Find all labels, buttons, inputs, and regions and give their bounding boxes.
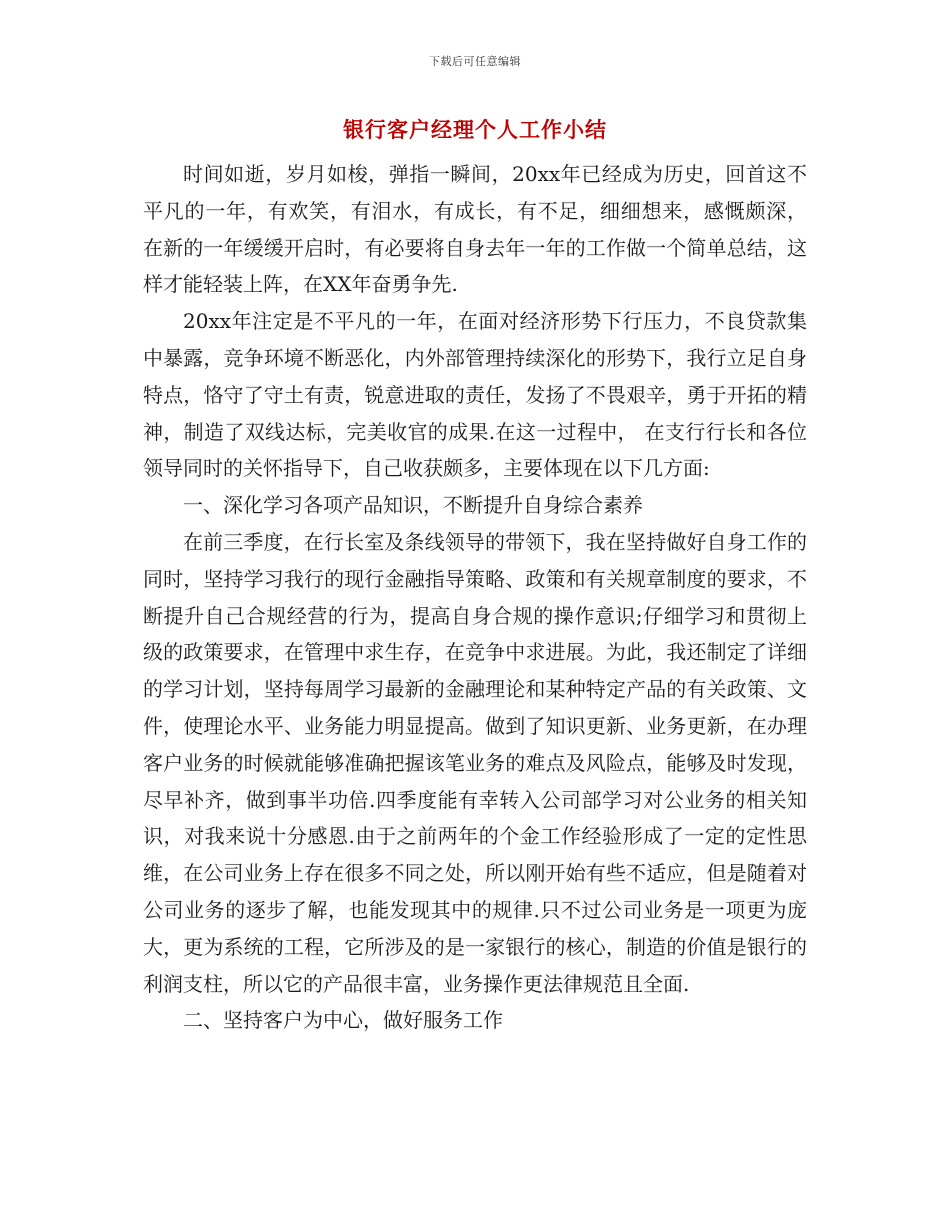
paragraph-intro: 时间如逝，岁月如梭，弹指一瞬间，20xx年已经成为历史，回首这不平凡的一年，有欢笑，有泪水，有成长，有不足，细细想来，感慨颇深， 在新的一年缓缓开启时，有必要将自身去年一年的工作做一个简单总结，这样才能轻装上阵，在XX年奋勇争先. xyxy=(143,162,807,297)
paragraph-section-1: 在前三季度，在行长室及条线领导的带领下，我在坚持做好自身工作的同时，坚持学习我行的现行金融指导策略、政策和有关规章制度的要求，不断提升自己合规经营的行为，提高自身合规的操作意识;仔细学习和贯彻上级的政策要求，在管理中求生存，在竞争中求进展。为此，我还制定了详细的学习计划，坚持每周学习最新的金融理论和某种特定产品的有关政策、文件，使理论水平、业务能力明显提高。做到了知识更新、业务更新，在办理客户业务的时候就能够准确把握该笔业务的难点及风险点，能够及时发现，尽早补齐，做到事半功倍.四季度能有幸转入公司部学习对公业务的相关知识，对我来说十分感恩.由于之前两年的个金工作经验形成了一定的定性思维，在公司业务上存在很多不同之处，所以刚开始有些不适应，但是随着对公司业务的逐步了解，也能发现其中的规律.只不过公司业务是一项更为庞大，更为系统的工程，它所涉及的是一家银行的核心，制造的价值是银行的利润支柱，所以它的产品很丰富，业务操作更法律规范且全面. xyxy=(143,529,807,996)
document-body xyxy=(143,156,807,1039)
document-title: 银行客户经理个人工作小结 xyxy=(343,117,607,142)
header-note: 下载后可任意编辑 xyxy=(429,55,521,68)
section-heading-1: 一、深化学习各项产品知识，不断提升自身综合素养 xyxy=(183,493,643,518)
paragraph-overview: 20xx年注定是不平凡的一年，在面对经济形势下行压力，不良贷款集中暴露，竞争环境不断恶化，内外部管理持续深化的形势下，我行立足自身特点，恪守了守土有责，锐意进取的责任，发扬了不畏艰辛，勇于开拓的精神，制造了双线达标，完美收官的成果.在这一过程中， 在支行行长和各位领导同时的关怀指导下，自己收获颇多，主要体现在以下几方面: xyxy=(143,309,807,481)
section-heading-2: 二、坚持客户为中心，做好服务工作 xyxy=(183,1008,503,1033)
